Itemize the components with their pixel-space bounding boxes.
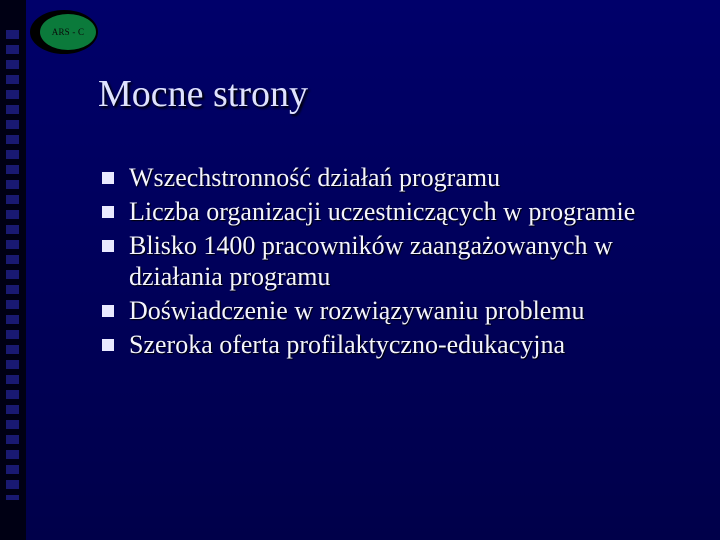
square-bullet-icon (102, 339, 114, 351)
bullet-item (100, 162, 710, 193)
bullet-item (100, 295, 710, 326)
left-decorative-strip (0, 0, 26, 540)
slide-title: Mocne strony (98, 73, 309, 115)
square-bullet-icon (102, 240, 114, 252)
bullet-text: Blisko 1400 pracowników zaangażowanych w działania programu (129, 231, 613, 291)
bullet-text: Doświadczenie w rozwiązywaniu problemu (129, 296, 585, 325)
bullet-item (100, 230, 710, 292)
square-bullet-icon (102, 206, 114, 218)
bullet-item (100, 196, 710, 227)
bullet-item (100, 329, 710, 360)
bullet-text: Wszechstronność działań programu (129, 163, 501, 192)
logo-text: ARS - C (51, 27, 85, 37)
square-bullet-icon (102, 172, 114, 184)
bullet-text: Liczba organizacji uczestniczących w programie (129, 197, 636, 226)
logo (40, 14, 96, 50)
bullet-list (100, 162, 710, 363)
strip-pattern (6, 30, 19, 500)
square-bullet-icon (102, 305, 114, 317)
bullet-text: Szeroka oferta profilaktyczno-edukacyjna (129, 330, 566, 359)
